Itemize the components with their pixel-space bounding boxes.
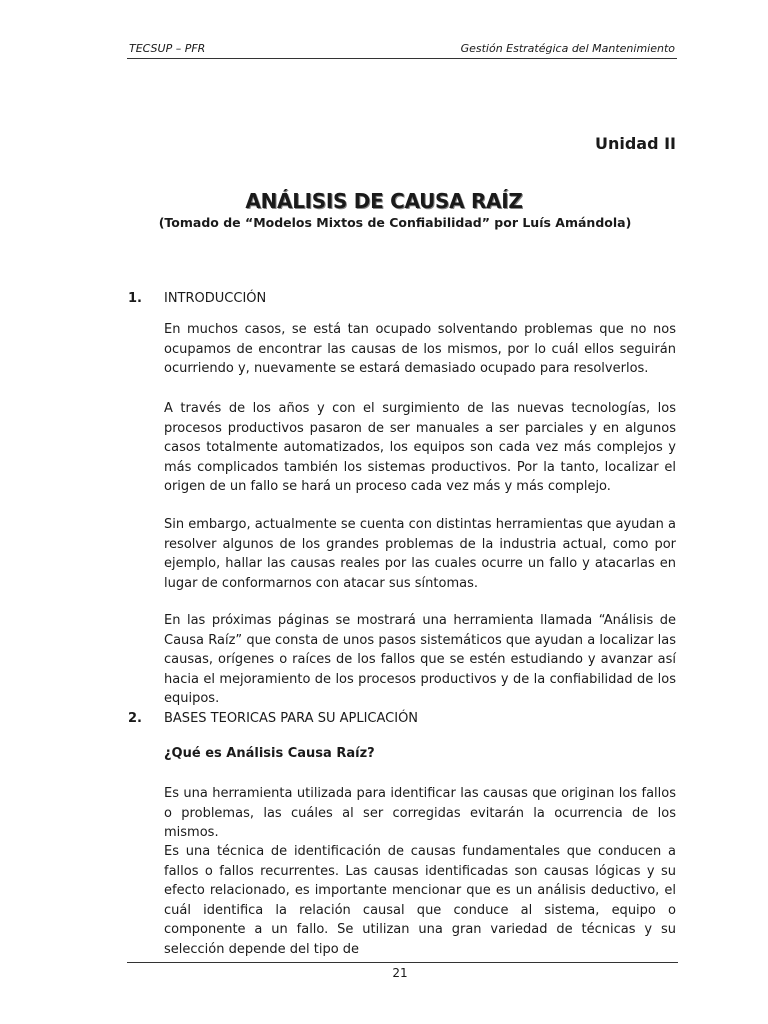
paragraph: Es una técnica de identificación de causas fundamentales que conducen a fallos o fallos recurrentes. Las causas identificadas son causas lógicas y su efecto relacionado, es importante mencionar que es un análisis deductivo, el cuál identifica la relación causal que conduce al sistema, equipo o componente a un fallo. Se utilizan una gran variedad de técnicas y su selección depende del tipo de [164,844,676,957]
paragraph: En muchos casos, se está tan ocupado solventando problemas que no nos ocupamos de encontrar las causas de los mismos, por lo cuál ellos seguirán ocurriendo y, nuevamente se estará demasiado ocupado para resolverlos. [164,322,676,376]
document-title: ANÁLISIS DE CAUSA RAÍZ [245,189,523,213]
unit-label: Unidad II [594,134,676,153]
section-2-title: BASES TEORICAS PARA SU APLICACIÓN [164,711,419,726]
paragraph: En las próximas páginas se mostrará una herramienta llamada “Análisis de Causa Raíz” que consta de unos pasos sistemáticos que ayudan a localizar las causas, orígenes o raíces de los fallos que se estén estudiando y avanzar así hacia el mejoramiento de los procesos productivos y de la confiabilidad de los equipos. [164,613,676,706]
page-header [127,40,677,59]
paragraph: Sin embargo, actualmente se cuenta con distintas herramientas que ayudan a resolver algunos de los grandes problemas de la industria actual, como por ejemplo, hallar las causas reales por las cuales ocurre un fallo y atacarlas en lugar de conformarnos con atacar sus síntomas. [164,517,676,591]
document-subtitle: (Tomado de “Modelos Mixtos de Confiabilidad” por Luís Amándola) [158,215,632,230]
paragraph: A través de los años y con el surgimiento de las nuevas tecnologías, los procesos productivos pasaron de ser manuales a ser parciales y en algunos casos totalmente automatizados, los equipos son cada vez más complejos y más complicados también los sistemas productivos. Por la tanto, localizar el origen de un fallo se hará un proceso cada vez más y más complejo. [164,401,676,494]
section-1-number: 1. [128,291,142,306]
section-1-title: INTRODUCCIÓN [164,291,267,306]
header-right: Gestión Estratégica del Mantenimiento [460,42,675,55]
section-2-number: 2. [128,711,142,726]
paragraph: Es una herramienta utilizada para identificar las causas que originan los fallos o problemas, las cuáles al ser corregidas evitarán la ocurrencia de los mismos. [164,786,676,840]
page-number: 21 [392,966,408,980]
footer-divider [127,962,678,963]
header-left: TECSUP – PFR [129,42,206,55]
subsection-title: ¿Qué es Análisis Causa Raíz? [164,746,375,761]
